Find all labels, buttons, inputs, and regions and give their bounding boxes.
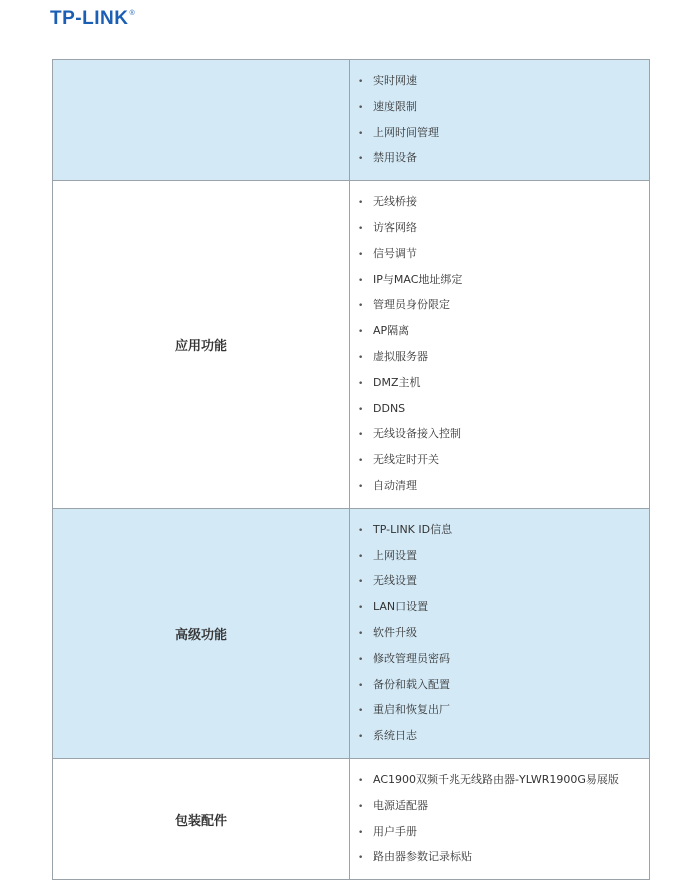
list-item-text: 速度限制 xyxy=(373,99,417,113)
list-item xyxy=(358,448,649,474)
bullet-icon: • xyxy=(358,102,364,113)
bullet-icon: • xyxy=(358,577,364,588)
list-item xyxy=(358,621,649,647)
row-items-cell xyxy=(350,758,650,879)
list-item xyxy=(358,121,649,147)
list-item xyxy=(358,319,649,345)
list-item xyxy=(358,190,649,216)
registered-mark: ® xyxy=(129,10,136,17)
bullet-icon: • xyxy=(358,154,364,165)
list-item-text: 电源适配器 xyxy=(373,798,428,812)
list-item xyxy=(358,768,649,794)
bullet-icon: • xyxy=(358,327,364,338)
table-row xyxy=(53,60,650,181)
list-item xyxy=(358,268,649,294)
bullet-icon: • xyxy=(358,223,364,234)
list-item xyxy=(358,724,649,750)
list-item-text: 无线定时开关 xyxy=(373,453,439,467)
list-item-text: 自动清理 xyxy=(373,478,417,492)
list-item xyxy=(358,397,649,423)
row-items-cell xyxy=(350,181,650,509)
row-items-cell xyxy=(350,508,650,758)
bullet-icon: • xyxy=(358,680,364,691)
bullet-icon: • xyxy=(358,249,364,260)
feature-list xyxy=(350,60,649,180)
list-item-text: 备份和载入配置 xyxy=(373,677,450,691)
table-row xyxy=(53,508,650,758)
list-item xyxy=(358,216,649,242)
table-row xyxy=(53,181,650,509)
list-item-text: 重启和恢复出厂 xyxy=(373,703,450,717)
list-item-text: 无线设备接入控制 xyxy=(373,427,461,441)
list-item xyxy=(358,673,649,699)
bullet-icon: • xyxy=(358,77,364,87)
row-items-cell xyxy=(350,60,650,181)
list-item-text: 虚拟服务器 xyxy=(373,349,428,363)
list-item-text: DMZ主机 xyxy=(373,375,421,389)
bullet-icon: • xyxy=(358,603,364,614)
bullet-icon: • xyxy=(358,732,364,743)
list-item-text: 路由器参数记录标贴 xyxy=(373,850,472,864)
list-item-text: 上网设置 xyxy=(373,548,417,562)
list-item-text: 系统日志 xyxy=(373,729,417,743)
list-item-text: DDNS xyxy=(373,401,406,415)
bullet-icon: • xyxy=(358,378,364,389)
list-item xyxy=(358,293,649,319)
table-row xyxy=(53,758,650,879)
list-item xyxy=(358,242,649,268)
feature-list xyxy=(350,759,649,879)
row-label: 包装配件 xyxy=(53,758,350,879)
list-item xyxy=(358,845,649,871)
bullet-icon: • xyxy=(358,706,364,717)
list-item-text: 无线桥接 xyxy=(373,195,417,209)
list-item-text: 修改管理员密码 xyxy=(373,651,450,665)
list-item-text: IP与MAC地址绑定 xyxy=(373,272,463,286)
tp-link-logo xyxy=(50,8,135,30)
list-item xyxy=(358,595,649,621)
list-item-text: 用户手册 xyxy=(373,824,417,838)
list-item xyxy=(358,698,649,724)
list-item xyxy=(358,794,649,820)
list-item-text: 实时网速 xyxy=(373,74,417,87)
list-item-text: 无线设置 xyxy=(373,574,417,588)
bullet-icon: • xyxy=(358,430,364,441)
list-item-text: 禁用设备 xyxy=(373,151,417,165)
bullet-icon: • xyxy=(358,654,364,665)
bullet-icon: • xyxy=(358,551,364,562)
brand-name: TP-LINK xyxy=(50,8,129,29)
list-item xyxy=(358,146,649,172)
list-item xyxy=(358,371,649,397)
bullet-icon: • xyxy=(358,275,364,286)
list-item-text: AP隔离 xyxy=(373,324,410,338)
bullet-icon: • xyxy=(358,456,364,467)
bullet-icon: • xyxy=(358,481,364,492)
feature-list xyxy=(350,509,649,758)
list-item xyxy=(358,518,649,544)
list-item-text: 软件升级 xyxy=(373,625,417,639)
list-item xyxy=(358,820,649,846)
spec-table xyxy=(52,59,650,880)
list-item-text: 管理员身份限定 xyxy=(373,298,450,312)
list-item-text: 访客网络 xyxy=(373,220,417,234)
bullet-icon: • xyxy=(358,301,364,312)
row-label: 高级功能 xyxy=(53,508,350,758)
bullet-icon: • xyxy=(358,352,364,363)
list-item-text: LAN口设置 xyxy=(373,600,429,614)
list-item-text: 上网时间管理 xyxy=(373,125,439,139)
bullet-icon: • xyxy=(358,628,364,639)
bullet-icon: • xyxy=(358,198,364,209)
list-item-text: AC1900双频千兆无线路由器-YLWR1900G易展版 xyxy=(373,772,619,786)
list-item xyxy=(358,569,649,595)
list-item xyxy=(358,69,649,95)
bullet-icon: • xyxy=(358,853,364,864)
list-item xyxy=(358,647,649,673)
bullet-icon: • xyxy=(358,525,364,536)
bullet-icon: • xyxy=(358,827,364,838)
bullet-icon: • xyxy=(358,801,364,812)
list-item-text: 信号调节 xyxy=(373,246,417,260)
list-item xyxy=(358,95,649,121)
bullet-icon: • xyxy=(358,775,364,786)
row-label: 应用功能 xyxy=(53,181,350,509)
list-item xyxy=(358,544,649,570)
row-label xyxy=(53,60,350,181)
bullet-icon: • xyxy=(358,128,364,139)
list-item xyxy=(358,474,649,500)
feature-list xyxy=(350,181,649,508)
bullet-icon: • xyxy=(358,404,364,415)
list-item xyxy=(358,422,649,448)
list-item xyxy=(358,345,649,371)
list-item-text: TP-LINK ID信息 xyxy=(373,522,453,536)
